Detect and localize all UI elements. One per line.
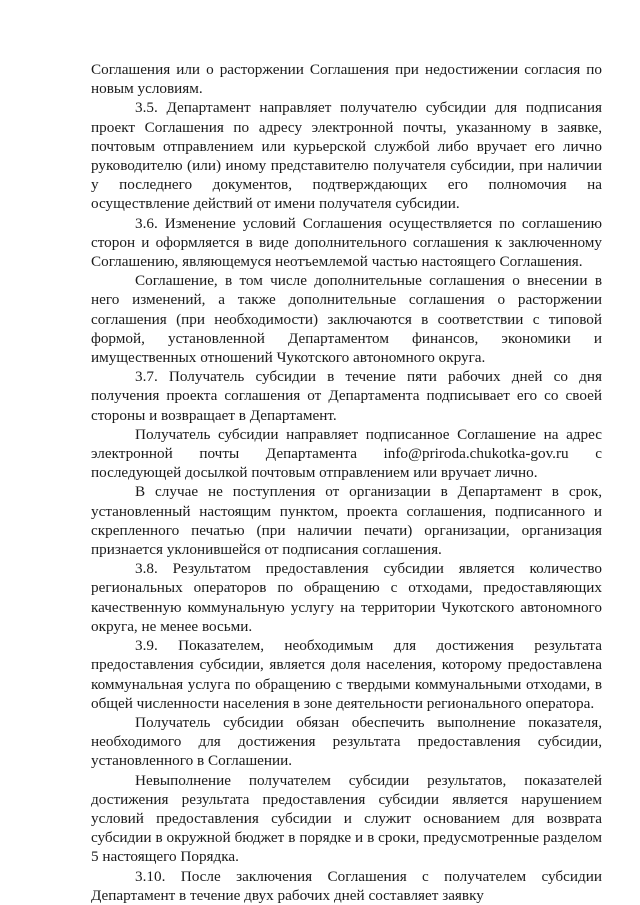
paragraph-non-receipt: В случае не поступления от организации в Департамент в срок, установленный настоящим пунктом, проекта соглашения, подписанного и скрепленного печатью (при наличии печати) организации, организация признается уклонившейся от подписания соглашения. <box>91 483 602 559</box>
paragraph-signed-agreement-email: Получатель субсидии направляет подписанное Соглашение на адрес электронной почты Департамента info@priroda.chukotka-gov.ru с последующей досылкой почтовым отправлением или вручает лично. <box>91 425 602 482</box>
document-body <box>91 60 602 905</box>
paragraph-3-8: 3.8. Результатом предоставления субсидии является количество региональных операторов по обращению с отходами, предоставляющих качественную коммунальную услугу на территории Чукотского автономного округа, не менее восьми. <box>91 560 602 635</box>
paragraph-3-7: 3.7. Получатель субсидии в течение пяти рабочих дней со дня получения проекта соглашения от Департамента подписывает его со своей стороны и возвращает в Департамент. <box>91 368 602 424</box>
paragraph-3-5: 3.5. Департамент направляет получателю субсидии для подписания проект Соглашения по адресу электронной почты, указанному в заявке, почтовым отправлением или курьерской службой либо вручает его лично руководителю (или) иному представителю получателя субсидии, при наличии у последнего документов, подтверждающих его полномочия на осуществление действий от имени получателя субсидии. <box>91 99 602 213</box>
paragraph-continuation: Соглашения или о расторжении Соглашения при недостижении согласия по новым условиям. <box>91 61 602 98</box>
paragraph-3-10: 3.10. После заключения Соглашения с получателем субсидии Департамент в течение двух рабочих дней составляет заявку <box>91 867 602 904</box>
paragraph-agreement-form: Соглашение, в том числе дополнительные соглашения о внесении в него изменений, а также дополнительные соглашения о расторжении соглашения (при необходимости) заключаются в соответствии с типовой формой, установленной Департаментом финансов, экономики и имущественных отношений Чукотского автономного округа. <box>91 272 602 367</box>
paragraph-3-9: 3.9. Показателем, необходимым для достижения результата предоставления субсидии, является доля населения, которому предоставлена коммунальная услуга по обращению с твердыми коммунальными отходами, в общей численности населения в зоне деятельности регионального оператора. <box>91 637 602 712</box>
paragraph-3-6: 3.6. Изменение условий Соглашения осуществляется по соглашению сторон и оформляется в виде дополнительного соглашения к заключенному Соглашению, являющемуся неотъемлемой частью настоящего Соглашения. <box>91 214 602 271</box>
paragraph-non-fulfillment: Невыполнение получателем субсидии результатов, показателей достижения результата предоставления субсидии является нарушением условий предоставления субсидии и служит основанием для возврата субсидии в окружной бюджет в порядке и в сроки, предусмотренные разделом 5 настоящего Порядка. <box>91 771 602 866</box>
paragraph-indicator-obligation: Получатель субсидии обязан обеспечить выполнение показателя, необходимого для достижения результата предоставления субсидии, установленного в Соглашении. <box>91 713 602 770</box>
